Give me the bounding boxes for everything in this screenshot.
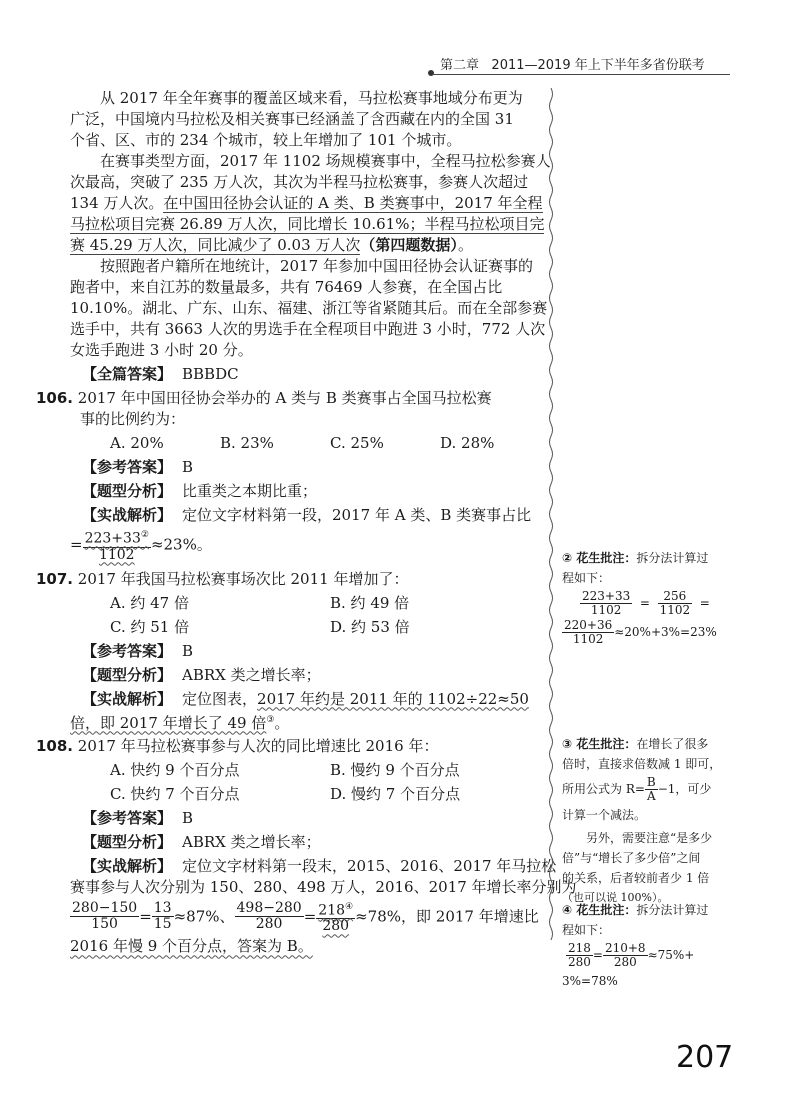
text-line: [70, 235, 556, 256]
question-stem: 2017 年我国马拉松赛事场次比 2011 年增加了：: [77, 569, 409, 588]
denominator: 280: [568, 955, 591, 969]
solution-text-final: [70, 936, 556, 957]
question-107: [36, 569, 556, 734]
margin-separator-line: [546, 88, 556, 1023]
option-d: D. 慢约 7 个百分点: [330, 784, 461, 803]
text-line: 次最高，突破了 235 万人次，其次为半程马拉松赛事，参赛人次超过: [70, 173, 529, 191]
fraction: [316, 900, 355, 935]
text-line: 10.10%。湖北、广东、山东、福建、浙江等省紧随其后。而在全部参赛: [70, 299, 548, 317]
all-answers-label: 【全篇答案】: [82, 365, 173, 383]
fraction: [70, 901, 139, 932]
text-line: 从 2017 年全年赛事的覆盖区域来看，马拉松赛事地域分布更为: [100, 89, 523, 107]
emphasis-note: （第四题数据）: [360, 236, 458, 254]
note-text: 拆分法计算过: [636, 551, 709, 565]
all-answers-value: BBBDC: [182, 365, 239, 383]
fraction: [83, 528, 151, 563]
text-line: [70, 193, 556, 214]
text-line: 选手中，共有 3663 人次的男选手在全程项目中跑进 3 小时，772 人次: [70, 320, 546, 338]
fraction: [562, 619, 614, 646]
fraction: [580, 590, 632, 617]
numerator: B: [646, 775, 656, 789]
passage-paragraph-2: [70, 151, 556, 256]
note-text: 的关系，后者较前者少 1 倍: [562, 871, 710, 885]
option-a: A. 快约 9 个百分点: [110, 760, 240, 779]
question-stem: 事的比例约为：: [80, 410, 186, 428]
question-108: [36, 736, 577, 958]
text-span: 134 万人次。: [70, 194, 164, 212]
denominator: 1102: [659, 603, 691, 617]
ref-answer-value: B: [182, 458, 194, 476]
ref-answer-label: 【参考答案】: [82, 808, 173, 827]
denominator: 1102: [98, 546, 135, 563]
text-span: 。: [457, 236, 473, 254]
note-marker: ②: [140, 530, 149, 540]
denominator: 280: [255, 916, 283, 933]
fraction: [152, 901, 174, 932]
solution-row: [70, 689, 556, 710]
numerator: 223+33: [582, 589, 631, 603]
numerator: 498−280: [236, 900, 302, 917]
option-b: B. 慢约 9 个百分点: [330, 760, 460, 779]
underlined-text: 在中国田径协会认证的 A 类、B 类赛事中，2017 年全程: [163, 194, 543, 212]
option-a: A. 约 47 倍: [110, 593, 189, 612]
reference-answer-row: [70, 641, 556, 662]
fraction: [603, 942, 648, 969]
solution-label: 【实战解析】: [82, 689, 173, 708]
type-analysis-row: [70, 832, 556, 853]
note-formula: [562, 776, 732, 803]
result-text: ≈23%。: [150, 535, 212, 554]
equals-sign: =: [639, 596, 650, 610]
note-text: （也可以说 100%）。: [562, 891, 669, 904]
margin-note-4: [562, 900, 732, 991]
denominator: 15: [153, 916, 172, 933]
note-result: ≈75%+: [647, 948, 695, 962]
note-formula: [562, 942, 732, 969]
passage-paragraph-3: [70, 256, 556, 361]
note-text: 程如下：: [562, 923, 611, 937]
question-106: [36, 388, 556, 563]
solution-label: 【实战解析】: [82, 506, 173, 524]
question-number: 107.: [36, 569, 74, 588]
main-column: [36, 88, 577, 957]
note-text: 所用公式为 R=: [562, 782, 645, 796]
option-a: A. 20%: [110, 434, 164, 452]
type-analysis-value: ABRX 类之增长率；: [182, 832, 321, 851]
option-b: B. 23%: [220, 434, 274, 452]
text-line: 跑者中，来自江苏的数量最多，共有 76469 人参赛，在全国占比: [70, 278, 503, 296]
header-bullet: [428, 70, 434, 76]
text-line: 个省、区、市的 234 个城市，较上年增加了 101 个城市。: [70, 131, 462, 149]
reference-answer-row: [70, 457, 556, 478]
equals-sign: =: [70, 535, 83, 554]
denominator: 280: [322, 918, 350, 935]
result-text: ≈87%、: [173, 906, 235, 925]
type-analysis-value: 比重类之本期比重；: [182, 482, 318, 500]
ref-answer-label: 【参考答案】: [82, 458, 173, 476]
option-d: D. 约 53 倍: [330, 617, 410, 636]
fraction: [235, 901, 304, 932]
type-analysis-row: [70, 665, 556, 686]
solution-row: [70, 505, 556, 526]
text-line: [70, 214, 556, 235]
type-analysis-label: 【题型分析】: [82, 665, 173, 684]
equals-sign: =: [592, 948, 603, 962]
question-number: 108.: [36, 736, 74, 755]
equals-sign: =: [303, 906, 317, 925]
denominator: 1102: [572, 632, 604, 646]
fraction: [566, 942, 593, 969]
solution-text: 赛事参与人次分别为 150、280、498 万人，2016、2017 年增长率分别为: [70, 877, 577, 896]
note-label: ④ 花生批注：: [562, 903, 637, 917]
question-number: 106.: [36, 389, 74, 407]
equals-sign: =: [139, 906, 152, 925]
type-analysis-row: [70, 481, 556, 502]
margin-note-3: [562, 734, 732, 908]
solution-row-cont: [70, 710, 556, 734]
note-text: 拆分法计算过: [636, 903, 709, 917]
note-text: 另外，需要注意“是多少: [586, 831, 713, 845]
solution-text: 定位文字材料第一段末，2015、2016、2017 年马拉松: [182, 856, 557, 875]
option-b: B. 约 49 倍: [330, 593, 410, 612]
note-text: 倍”与“增长了多少倍”之间: [562, 851, 701, 865]
solution-formula: [70, 900, 556, 935]
running-header: [440, 54, 740, 73]
text-line: 在赛事类型方面，2017 年 1102 场规模赛事中，全程马拉松参赛人: [100, 152, 551, 170]
chapter-title: 2011—2019 年上下半年多省份联考: [491, 58, 705, 73]
type-analysis-value: ABRX 类之增长率；: [182, 665, 321, 684]
note-label: ③ 花生批注：: [562, 737, 637, 751]
question-text: [36, 388, 556, 409]
note-formula: [562, 619, 732, 646]
note-text: 计算一个减法。: [562, 808, 647, 822]
passage-paragraph-1: [70, 88, 556, 151]
answer-options: [70, 593, 556, 638]
header-rule: [432, 74, 730, 75]
result-text: ≈78%，即 2017 年增速比: [355, 906, 539, 925]
equals-sign: =: [699, 596, 710, 610]
ref-answer-value: B: [182, 808, 194, 827]
solution-text: 。: [274, 713, 290, 732]
numerator: 218: [568, 941, 591, 955]
note-result: 3%=78%: [562, 974, 618, 988]
solution-row: [70, 856, 556, 877]
all-answers-row: [70, 364, 556, 385]
reference-answer-row: [70, 808, 556, 829]
solution-text: 定位图表，: [182, 689, 258, 708]
numerator: 280−150: [72, 900, 138, 917]
solution-formula: [70, 528, 556, 563]
note-formula: [562, 590, 732, 617]
chapter-label: 第二章: [440, 58, 480, 73]
denominator: A: [646, 789, 656, 803]
type-analysis-label: 【题型分析】: [82, 482, 173, 500]
question-text: [36, 736, 556, 757]
question-text: [36, 569, 556, 590]
answer-options: [70, 760, 556, 805]
numerator: 256: [658, 590, 693, 604]
type-analysis-label: 【题型分析】: [82, 832, 173, 851]
solution-text: 定位文字材料第一段，2017 年 A 类、B 类赛事占比: [182, 506, 532, 524]
option-c: C. 约 51 倍: [110, 617, 190, 636]
text-line: 女选手跑进 3 小时 20 分。: [70, 341, 253, 359]
numerator: 223+33: [84, 530, 141, 547]
ref-answer-label: 【参考答案】: [82, 641, 173, 660]
option-d: D. 28%: [440, 434, 495, 452]
note-marker: ③: [266, 714, 275, 725]
text-line: 广泛，中国境内马拉松及相关赛事已经涵盖了含西藏在内的全国 31: [70, 110, 514, 128]
solution-highlight: 倍，即 2017 年增长了 49 倍: [70, 713, 267, 732]
note-result: ≈20%+3%=23%: [614, 625, 717, 639]
note-text: 倍时，直接求倍数减 1 即可，: [562, 757, 722, 771]
fraction: [645, 776, 658, 803]
note-marker: ④: [345, 901, 354, 912]
denominator: 1102: [590, 603, 622, 617]
ref-answer-value: B: [182, 641, 194, 660]
numerator: 13: [153, 900, 172, 917]
question-stem: 2017 年马拉松赛事参与人次的同比增速比 2016 年：: [77, 736, 439, 755]
margin-note-2: [562, 548, 732, 646]
note-label: ② 花生批注：: [562, 551, 637, 565]
option-c: C. 25%: [330, 434, 384, 452]
answer-options: [70, 433, 556, 454]
underlined-text: 赛 45.29 万人次，同比减少了 0.03 万人次: [70, 236, 361, 254]
fraction: [658, 590, 693, 617]
note-text: −1，可少: [657, 782, 712, 796]
numerator: 220+36: [564, 618, 613, 632]
solution-highlight: 2017 年约是 2011 年的 1102÷22≈50: [257, 689, 529, 708]
note-text: 程如下：: [562, 571, 611, 585]
numerator: 218: [318, 902, 346, 919]
denominator: 150: [91, 916, 118, 933]
numerator: 210+8: [604, 941, 646, 955]
option-c: C. 快约 7 个百分点: [110, 784, 240, 803]
page-number: 207: [676, 1040, 734, 1075]
denominator: 280: [613, 955, 637, 969]
solution-highlight: 2016 年慢 9 个百分点，答案为 B。: [70, 937, 313, 956]
question-stem: 2017 年中国田径协会举办的 A 类与 B 类赛事占全国马拉松赛: [77, 389, 492, 407]
note-text: 在增长了很多: [636, 737, 709, 751]
text-line: 按照跑者户籍所在地统计，2017 年参加中国田径协会认证赛事的: [100, 257, 533, 275]
solution-label: 【实战解析】: [82, 856, 173, 875]
underlined-text: 马拉松项目完赛 26.89 万人次，同比增长 10.61%；半程马拉松项目完: [70, 215, 545, 233]
